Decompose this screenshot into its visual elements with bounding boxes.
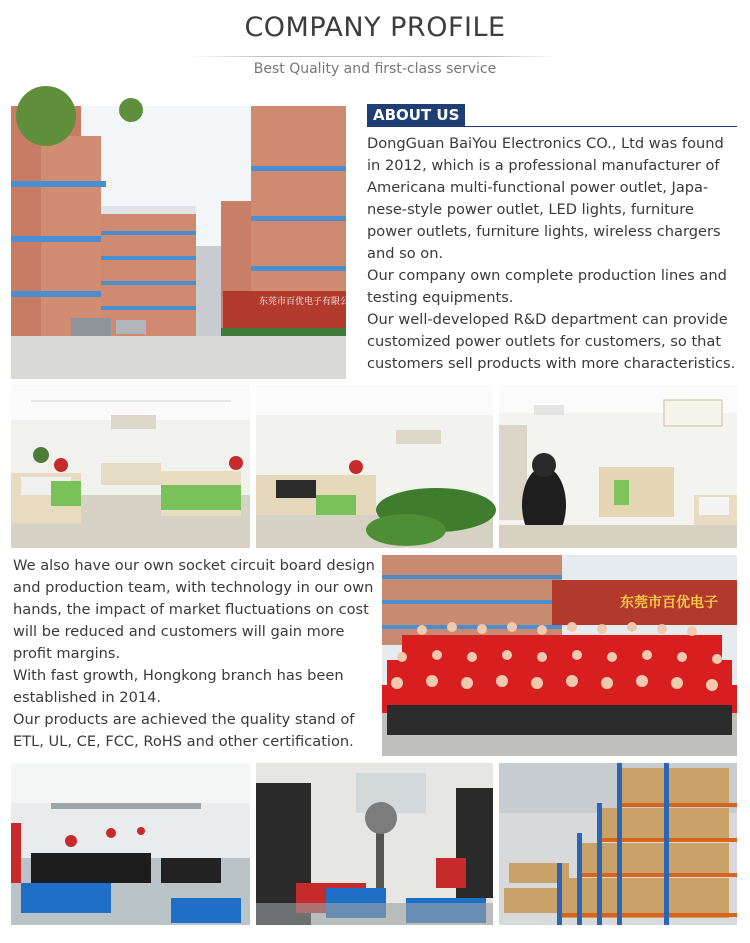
title-divider — [190, 56, 560, 57]
page-subtitle: Best Quality and first-class service — [253, 61, 497, 77]
about-text — [367, 133, 739, 375]
company-text — [13, 555, 375, 753]
about-underline — [367, 126, 737, 127]
office-photo-1 — [11, 385, 250, 548]
warehouse-photo — [499, 763, 737, 925]
about-paragraph: DongGuan BaiYou Electronics CO., Ltd was found in 2012, which is a professional manufacturer of Americana multi-functional power outlet, Japa-nese-style power outlet, LED lights, furniture power outlets, furniture lights, wireless chargers and so on. — [367, 135, 724, 262]
company-paragraph: We also have our own socket circuit board design and production team, with technology in our own hands, the impact of market fluctuations on cost will be reduced and customers will gain more profit margins. — [13, 557, 375, 662]
page-header — [0, 0, 750, 90]
office-photo-3 — [499, 385, 737, 548]
production-photo — [256, 763, 493, 925]
company-paragraph: With fast growth, Hongkong branch has been established in 2014. — [13, 667, 344, 706]
page-title: COMPANY PROFILE — [244, 12, 506, 43]
assembly-line-photo — [11, 763, 250, 925]
office-photo-2 — [256, 385, 493, 548]
building-sign: 东莞市百优电子有限公司 — [259, 297, 359, 307]
building-photo — [11, 106, 359, 379]
team-sign: 东莞市百优电子 — [620, 595, 718, 611]
about-paragraph: Our well-developed R&D department can provide customized power outlets for customers, so that customers sell products with more characteristics. — [367, 311, 736, 372]
team-photo — [382, 555, 737, 756]
about-paragraph: Our company own complete production lines and testing equipments. — [367, 267, 727, 306]
about-us-badge: ABOUT US — [367, 104, 465, 126]
company-paragraph: Our products are achieved the quality stand of ETL, UL, CE, FCC, RoHS and other certification. — [13, 711, 355, 750]
